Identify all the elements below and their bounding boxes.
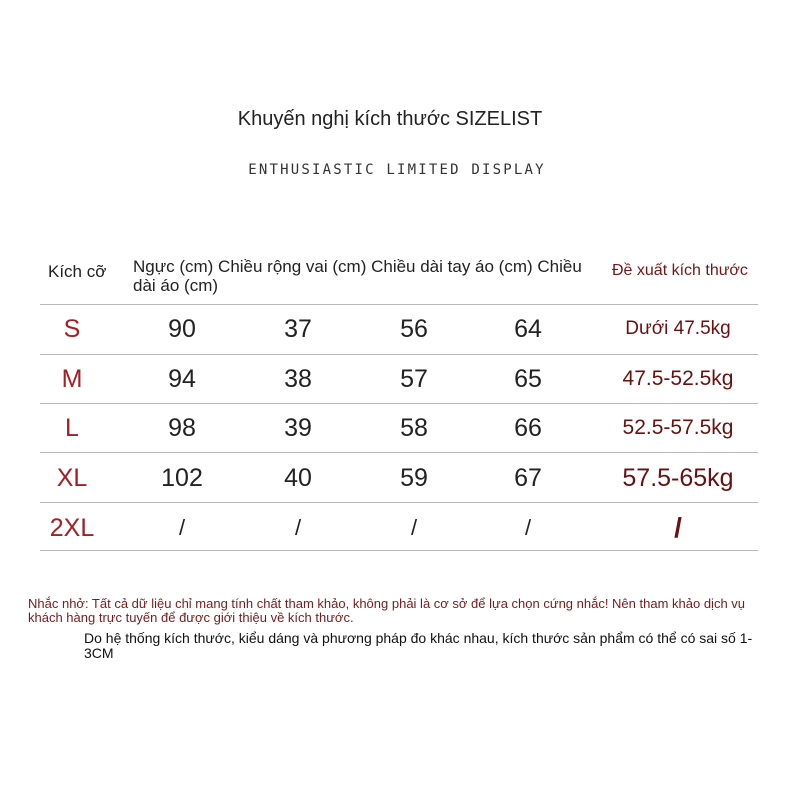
sleeve-value: 58 — [400, 414, 428, 442]
table-row — [0, 309, 800, 349]
length-value: 65 — [514, 365, 542, 393]
size-label: S — [63, 315, 81, 343]
length-value: 66 — [514, 414, 542, 442]
shoulder-value: 37 — [284, 315, 312, 343]
table-row — [0, 359, 800, 399]
shoulder-value: / — [294, 515, 302, 540]
table-divider — [40, 502, 758, 503]
table-divider — [40, 452, 758, 453]
sleeve-value: 59 — [400, 464, 428, 492]
recommendation-value: 52.5-57.5kg — [622, 416, 734, 439]
shoulder-value: 39 — [284, 414, 312, 442]
recommendation-value: Dưới 47.5kg — [625, 318, 731, 339]
page-subtitle: ENTHUSIASTIC LIMITED DISPLAY — [248, 162, 546, 178]
recommendation-value: 57.5-65kg — [622, 464, 734, 492]
sleeve-value: 57 — [400, 365, 428, 393]
table-row — [0, 458, 800, 498]
length-value: / — [524, 515, 532, 540]
header-measurements: Ngực (cm) Chiều rộng vai (cm) Chiều dài tay áo (cm) Chiều dài áo (cm) — [133, 257, 582, 295]
size-label: M — [61, 365, 83, 393]
chest-value: 90 — [168, 315, 196, 343]
size-label: XL — [56, 464, 88, 492]
header-size: Kích cỡ — [48, 262, 107, 281]
recommendation-value: / — [674, 512, 682, 543]
chest-value: 102 — [161, 464, 203, 492]
shoulder-value: 38 — [284, 365, 312, 393]
table-divider — [40, 550, 758, 551]
table-divider — [40, 403, 758, 404]
sleeve-value: 56 — [400, 315, 428, 343]
table-row — [0, 508, 800, 548]
chest-value: 98 — [168, 414, 196, 442]
length-value: 64 — [514, 315, 542, 343]
length-value: 67 — [514, 464, 542, 492]
size-label: 2XL — [49, 514, 95, 542]
chest-value: 94 — [168, 365, 196, 393]
page-title: Khuyến nghị kích thước SIZELIST — [237, 108, 543, 130]
table-divider — [40, 354, 758, 355]
table-divider — [40, 304, 758, 305]
header-recommendation: Đề xuất kích thước — [612, 262, 748, 279]
tolerance-note: Do hệ thống kích thước, kiểu dáng và phương pháp đo khác nhau, kích thước sản phẩm có thể có sai số 1-3CM — [84, 630, 753, 661]
table-row — [0, 408, 800, 448]
chest-value: / — [178, 515, 186, 540]
size-label: L — [65, 414, 79, 442]
sleeve-value: / — [410, 515, 418, 540]
reminder-note: Nhắc nhở: Tất cả dữ liệu chỉ mang tính chất tham khảo, không phải là cơ sở để lựa chọn cứng nhắc! Nên tham khảo dịch vụ khách hàng trực tuyến để được giới thiệu về kích thước. — [28, 596, 746, 625]
shoulder-value: 40 — [284, 464, 312, 492]
recommendation-value: 47.5-52.5kg — [622, 367, 734, 390]
